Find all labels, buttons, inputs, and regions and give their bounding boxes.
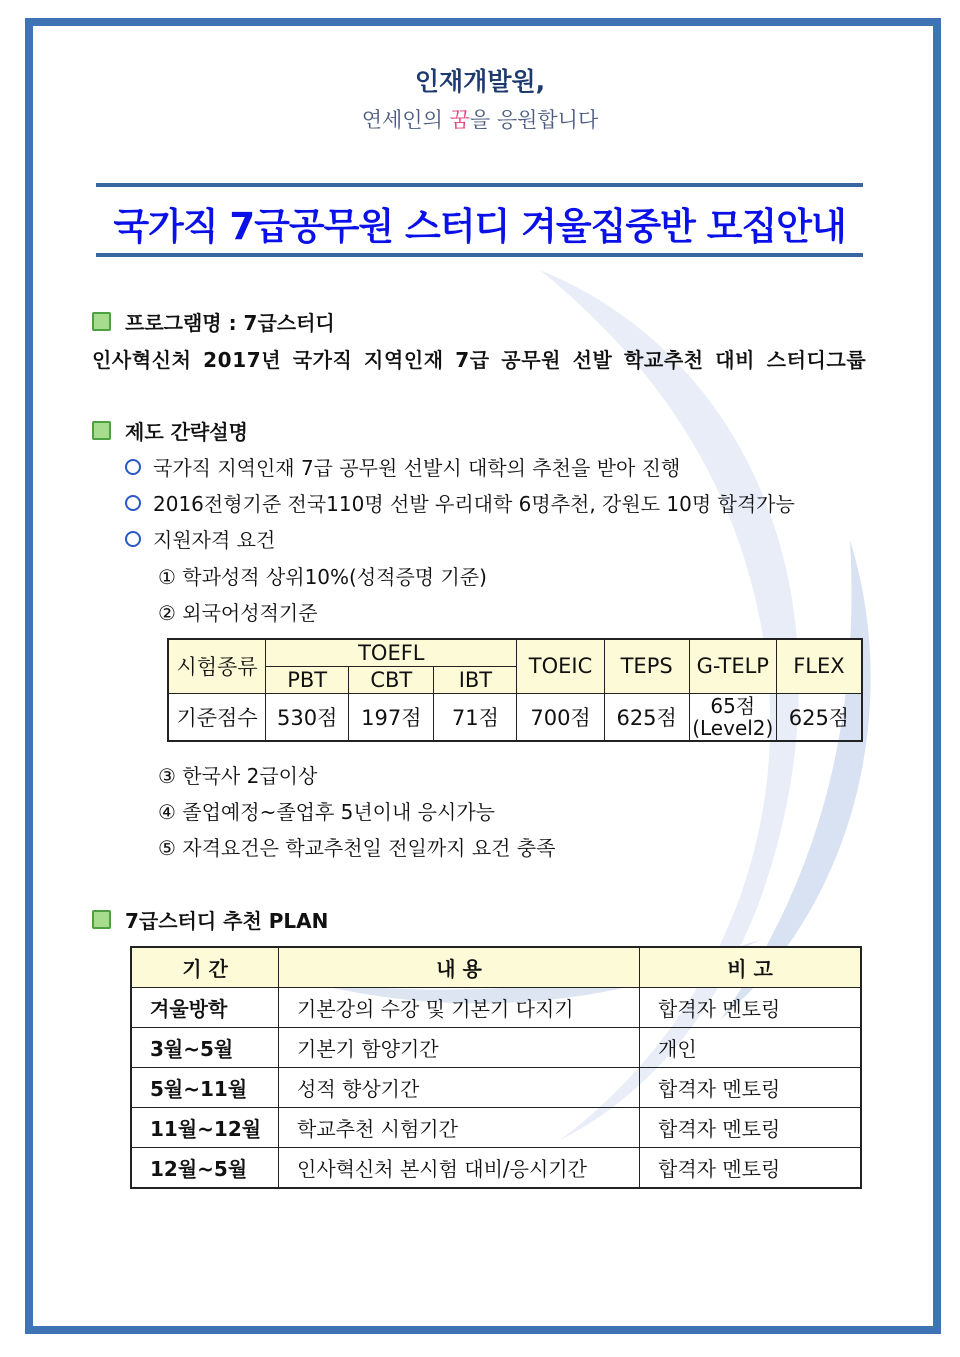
- content-cell: 성적 향상기간: [279, 1068, 640, 1108]
- period-cell: 겨울방학: [131, 988, 279, 1028]
- header-cell: TEPS: [604, 639, 689, 693]
- score-cell: 625점: [776, 693, 862, 741]
- plan-table: [130, 946, 862, 1189]
- section-program: [92, 307, 335, 336]
- score-cell: 530점: [266, 693, 349, 741]
- content-cell: 기본강의 수강 및 기본기 다지기: [279, 988, 640, 1028]
- score-cell: 700점: [517, 693, 604, 741]
- note-cell: 합격자 멘토링: [640, 1108, 862, 1148]
- table-row: [131, 1148, 861, 1189]
- checkbox-square-icon: [92, 910, 111, 929]
- score-cell: 71점: [434, 693, 517, 741]
- circle-bullet-icon: [125, 459, 141, 475]
- bullet-text: 2016전형기준 전국110명 선발 우리대학 6명추천, 강원도 10명 합격가능: [153, 492, 795, 516]
- score-cell: 625점: [604, 693, 689, 741]
- period-cell: 5월~11월: [131, 1068, 279, 1108]
- circle-bullet-icon: [125, 531, 141, 547]
- row-label: 기준점수: [168, 693, 266, 741]
- header-cell: G-TELP: [689, 639, 776, 693]
- content-cell: 학교추천 시험기간: [279, 1108, 640, 1148]
- org-name: 인재개발원,: [414, 67, 546, 96]
- column-header: 비 고: [640, 947, 862, 988]
- requirement-item: ⑤ 자격요건은 학교추천일 전일까지 요건 충족: [158, 836, 556, 860]
- content-cell: 인사혁신처 본시험 대비/응시기간: [279, 1148, 640, 1189]
- circle-bullet-icon: [125, 495, 141, 511]
- table-row: [131, 1068, 861, 1108]
- page-title: 국가직 7급공무원 스터디 겨울집중반 모집안내: [113, 205, 846, 248]
- note-cell: 합격자 멘토링: [640, 1148, 862, 1189]
- section-heading: 7급스터디 추천 PLAN: [125, 909, 329, 933]
- section-plan: [92, 905, 328, 934]
- header-cell: IBT: [434, 666, 517, 693]
- header-cell: FLEX: [776, 639, 862, 693]
- content-cell: 기본기 함양기간: [279, 1028, 640, 1068]
- slogan: [0, 104, 960, 134]
- header-cell: PBT: [266, 666, 349, 693]
- section-heading: 제도 간략설명: [125, 420, 248, 444]
- bullet-item: [125, 488, 795, 517]
- score-note: (Level2): [692, 715, 774, 740]
- checkbox-square-icon: [92, 312, 111, 331]
- period-cell: 11월~12월: [131, 1108, 279, 1148]
- bullet-item: [125, 524, 275, 553]
- note-cell: 합격자 멘토링: [640, 988, 862, 1028]
- header-cell: CBT: [349, 666, 434, 693]
- bullet-text: 지원자격 요건: [153, 528, 276, 552]
- requirement-item: ④ 졸업예정~졸업후 5년이내 응시가능: [158, 800, 495, 824]
- header-cell: 시험종류: [168, 639, 266, 693]
- title-rule-top: [96, 183, 863, 187]
- column-header: 기 간: [131, 947, 279, 988]
- score-cell: 197점: [349, 693, 434, 741]
- requirement-item: ② 외국어성적기준: [158, 601, 318, 625]
- requirement-item: ① 학과성적 상위10%(성적증명 기준): [158, 565, 487, 589]
- checkbox-square-icon: [92, 421, 111, 440]
- note-cell: 합격자 멘토링: [640, 1068, 862, 1108]
- language-score-table: [167, 638, 863, 742]
- period-cell: 3월~5월: [131, 1028, 279, 1068]
- section-system: [92, 416, 248, 445]
- table-row: [131, 988, 861, 1028]
- program-description: 인사혁신처 2017년 국가직 지역인재 7급 공무원 선발 학교추천 대비 스터디그룹: [92, 348, 867, 372]
- note-cell: 개인: [640, 1028, 862, 1068]
- header-cell: TOEFL: [266, 639, 517, 666]
- section-heading: 프로그램명 : 7급스터디: [125, 311, 335, 335]
- table-row: [131, 1108, 861, 1148]
- bullet-text: 국가직 지역인재 7급 공무원 선발시 대학의 추천을 받아 진행: [153, 456, 681, 480]
- title-rule-bottom: [96, 253, 863, 257]
- requirement-item: ③ 한국사 2급이상: [158, 764, 318, 788]
- header-cell: TOEIC: [517, 639, 604, 693]
- score-cell: [689, 693, 776, 741]
- column-header: 내 용: [279, 947, 640, 988]
- score-value: 65점: [710, 693, 756, 718]
- slogan-text: 연세인의: [361, 108, 450, 132]
- bullet-item: [125, 452, 680, 481]
- table-row: [131, 1028, 861, 1068]
- slogan-accent: 꿈: [449, 108, 470, 132]
- slogan-text-end: 을 응원합니다: [469, 108, 599, 132]
- period-cell: 12월~5월: [131, 1148, 279, 1189]
